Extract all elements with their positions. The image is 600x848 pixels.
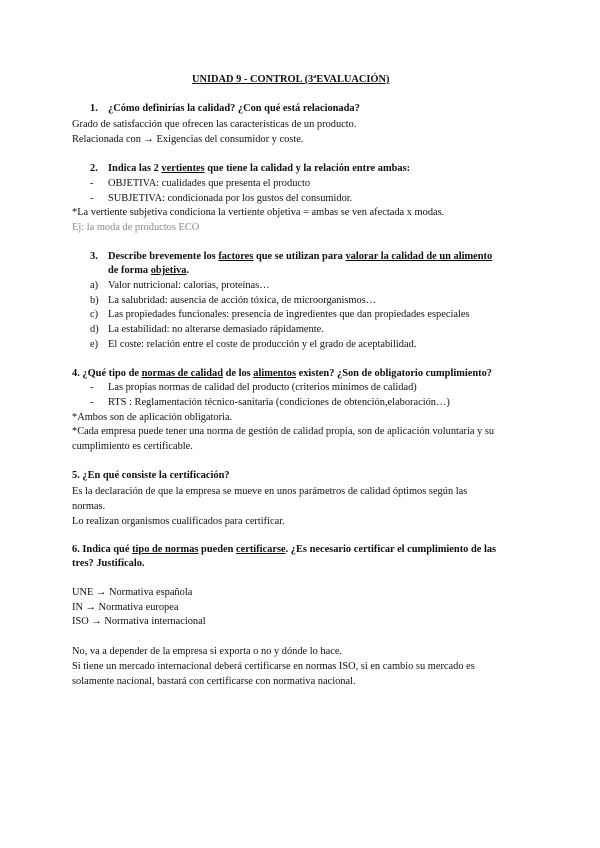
q5-question: 5. ¿En qué consiste la certificación?: [72, 470, 230, 481]
q4-bullet-1: -: [90, 382, 94, 393]
q6-question-line-1: 6. Indica qué tipo de normas pueden certificarse. ¿Es necesario certificar el cumplimiento de las: [72, 544, 497, 555]
q2-item-objetiva: OBJETIVA: cualidades que presenta el producto: [108, 178, 311, 189]
q4-bullet-2: -: [90, 397, 94, 408]
q5-answer-line-1: Es la declaración de que la empresa se mueve en unos parámetros de calidad óptimos según las: [72, 486, 468, 497]
q3-item-label: a): [90, 280, 99, 291]
q5-answer-line-2: normas.: [72, 501, 106, 512]
q4-item-product-norms: Las propias normas de calidad del producto (criterios mínimos de calidad): [108, 382, 417, 393]
q6-norm-in: IN → Normativa europea: [72, 602, 179, 613]
q1-answer-line-2: Relacionada con → Exigencias del consumidor y coste.: [72, 134, 304, 145]
q3-question-line-1: Describe brevemente los factores que se utilizan para valorar la calidad de un alimento: [108, 251, 493, 262]
q4-question: 4. ¿Qué tipo de normas de calidad de los alimentos existen? ¿Son de obligatorio cumplimiento?: [72, 368, 492, 379]
q6-answer-line-3: solamente nacional, bastará con certificarse con normativa nacional.: [72, 676, 356, 687]
q2-note: *La vertiente subjetiva condiciona la vertiente objetiva = ambas se ven afectada x modas.: [72, 207, 445, 218]
q2-question: Indica las 2 vertientes que tiene la calidad y la relación entre ambas:: [108, 163, 411, 174]
q2-bullet-1: -: [90, 178, 94, 189]
q1-answer-line-1: Grado de satisfacción que ofrecen las características de un producto.: [72, 119, 357, 130]
q3-item-text: Valor nutricional: calorías, proteínas…: [108, 280, 270, 291]
q3-item-text: La salubridad: ausencia de acción tóxica, de microorganismos…: [108, 295, 377, 306]
q3-item-label: b): [90, 295, 99, 306]
q5-answer-line-3: Lo realizan organismos cualificados para certificar.: [72, 516, 285, 527]
q3-item-label: d): [90, 324, 99, 335]
q1-question: ¿Cómo definirías la calidad? ¿Con qué está relacionada?: [108, 103, 360, 114]
q2-item-subjetiva: SUBJETIVA: condicionada por los gustos del consumidor.: [108, 193, 353, 204]
q4-item-rts: RTS : Reglamentación técnico-sanitaria (condiciones de obtención,elaboración…): [108, 397, 450, 408]
q6-answer-line-2: Si tiene un mercado internacional deberá certificarse en normas ISO, si en cambio su mercado es: [72, 661, 475, 672]
q3-question-line-2: de forma objetiva.: [108, 265, 190, 276]
q3-item-text: La estabilidad: no alterarse demasiado rápidamente.: [108, 324, 324, 335]
q3-item-label: c): [90, 309, 99, 320]
q4-note-2-line-1: *Cada empresa puede tener una norma de gestión de calidad propia, son de aplicación voluntaria y su: [72, 426, 495, 437]
q3-item-label: e): [90, 339, 99, 350]
q6-norm-iso: ISO → Normativa internacional: [72, 616, 206, 627]
document-title: UNIDAD 9 - CONTROL (3ªEVALUACIÓN): [192, 74, 390, 85]
q2-example: Ej: la moda de productos ECO: [72, 222, 200, 233]
q4-note-1: *Ambos son de aplicación obligatoria.: [72, 412, 233, 423]
q4-note-2-line-2: cumplimiento es certificable.: [72, 441, 193, 452]
q6-norm-une: UNE → Normativa española: [72, 587, 193, 598]
q2-bullet-2: -: [90, 193, 94, 204]
q6-answer-line-1: No, va a depender de la empresa si exporta o no y dónde lo hace.: [72, 646, 343, 657]
q6-question-line-2: tres? Justifícalo.: [72, 558, 145, 569]
q1-number: 1.: [90, 103, 98, 114]
q2-number: 2.: [90, 163, 98, 174]
q3-number: 3.: [90, 251, 98, 262]
q3-item-text: El coste: relación entre el coste de producción y el grado de aceptabilidad.: [108, 339, 417, 350]
q3-item-text: Las propiedades funcionales: presencia de ingredientes que dan propiedades especiales: [108, 309, 470, 320]
